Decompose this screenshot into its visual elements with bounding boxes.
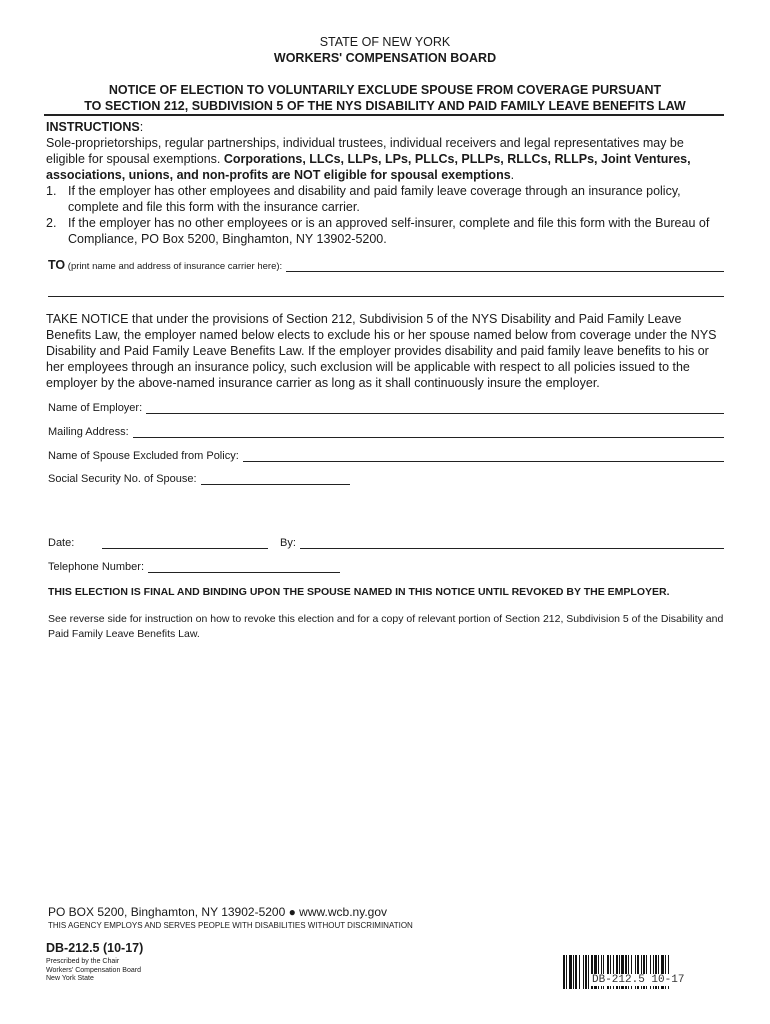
date-label: Date: bbox=[48, 537, 75, 549]
spouse-name-label: Name of Spouse Excluded from Policy: bbox=[48, 450, 239, 462]
by-input-line[interactable] bbox=[300, 535, 724, 549]
instruction-item-number: 2. bbox=[46, 216, 57, 230]
employer-name-label: Name of Employer: bbox=[48, 402, 143, 414]
spouse-name-field bbox=[48, 448, 724, 462]
state-heading: STATE OF NEW YORK bbox=[319, 35, 451, 49]
carrier-address-input-line[interactable] bbox=[48, 296, 724, 297]
mailing-address-field bbox=[48, 424, 724, 438]
footer-ada-statement: THIS AGENCY EMPLOYS AND SERVES PEOPLE WITH DISABILITIES WITHOUT DISCRIMINATION bbox=[48, 921, 413, 930]
mailing-address-label: Mailing Address: bbox=[48, 426, 129, 438]
title-divider bbox=[44, 114, 724, 116]
prescribed-by bbox=[46, 958, 141, 984]
telephone-input-line[interactable] bbox=[148, 559, 340, 573]
prescribed-line-2: Workers' Compensation Board bbox=[46, 966, 141, 974]
instruction-item-text: If the employer has no other employees or is an approved self-insurer, complete and file this form with the Bureau of Compliance, PO Box 5200, Binghamton, NY 13902-5200. bbox=[68, 216, 710, 246]
form-title-line-1: NOTICE OF ELECTION TO VOLUNTARILY EXCLUDE SPOUSE FROM COVERAGE PURSUANT bbox=[108, 83, 662, 97]
spouse-ssn-input-line[interactable] bbox=[201, 471, 350, 485]
instructions-intro bbox=[46, 135, 726, 183]
to-sublabel: (print name and address of insurance carrier here): bbox=[65, 261, 283, 272]
board-heading: WORKERS' COMPENSATION BOARD bbox=[273, 51, 497, 65]
date-input-line[interactable] bbox=[102, 535, 268, 549]
barcode-text: DB-212.5 10-17 bbox=[592, 974, 685, 986]
employer-name-input-line[interactable] bbox=[146, 400, 724, 414]
spouse-ssn-label: Social Security No. of Spouse: bbox=[48, 473, 197, 485]
instruction-item-text: If the employer has other employees and disability and paid family leave coverage through an insurance policy, complete and file this form with the insurance carrier. bbox=[68, 184, 681, 214]
form-title bbox=[0, 82, 770, 114]
by-field bbox=[280, 535, 724, 549]
date-field bbox=[48, 535, 268, 549]
instruction-item-number: 1. bbox=[46, 184, 57, 198]
instructions-intro-text: Sole-proprietorships, regular partnerships, individual trustees, individual receivers and legal representatives may be eligible for spousal exemptions. bbox=[46, 136, 684, 166]
to-field bbox=[48, 258, 724, 272]
instruction-item-1 bbox=[46, 183, 726, 215]
spouse-name-input-line[interactable] bbox=[243, 448, 724, 462]
carrier-name-input-line[interactable] bbox=[286, 258, 724, 272]
to-field-label bbox=[48, 258, 286, 272]
by-label: By: bbox=[280, 537, 296, 549]
instructions-colon: : bbox=[139, 120, 144, 134]
instructions-heading-text: INSTRUCTIONS bbox=[46, 120, 140, 134]
telephone-field bbox=[48, 559, 340, 573]
prescribed-line-3: New York State bbox=[46, 975, 94, 982]
spouse-ssn-field bbox=[48, 471, 350, 485]
prescribed-line-1: Prescribed by the Chair bbox=[46, 958, 120, 965]
to-label: TO bbox=[48, 258, 66, 272]
form-number: DB-212.5 (10-17) bbox=[46, 941, 144, 955]
footer-address: PO BOX 5200, Binghamton, NY 13902-5200 ● www.wcb.ny.gov bbox=[48, 905, 387, 919]
final-notice: THIS ELECTION IS FINAL AND BINDING UPON THE SPOUSE NAMED IN THIS NOTICE UNTIL REVOKED BY THE EMPLOYER. bbox=[48, 586, 670, 598]
instructions-ineligible-text: Corporations, LLCs, LLPs, LPs, PLLCs, PLLPs, RLLCs, RLLPs, Joint Ventures, associations, unions, and non-profits are NOT eligible for spousal exemptions bbox=[46, 152, 691, 182]
form-title-line-2: TO SECTION 212, SUBDIVISION 5 OF THE NYS DISABILITY AND PAID FAMILY LEAVE BENEFITS LAW bbox=[84, 99, 686, 113]
mailing-address-input-line[interactable] bbox=[133, 424, 724, 438]
reverse-side-note: See reverse side for instruction on how to revoke this election and for a copy of relevant portion of Section 212, Subdivision 5 of the Disability and Paid Family Leave Benefits Law. bbox=[48, 613, 724, 640]
telephone-label: Telephone Number: bbox=[48, 561, 145, 573]
instructions-heading bbox=[46, 119, 726, 135]
employer-name-field bbox=[48, 400, 724, 414]
notice-paragraph: TAKE NOTICE that under the provisions of Section 212, Subdivision 5 of the NYS Disability and Paid Family Leave Benefits Law, the employer named below elects to exclude his or her spouse named below from coverage under the NYS Disability and Paid Family Leave Benefits Law. If the employer provides disability and paid family leave benefits to his or her employees through an insurance policy, such exclusion will be applicable with respect to all policies issued to the employer by the above-named insurance carrier as long as it shall continuously insure the employer. bbox=[46, 312, 717, 390]
instruction-item-2 bbox=[46, 215, 726, 247]
instructions-intro-end: . bbox=[510, 168, 515, 182]
